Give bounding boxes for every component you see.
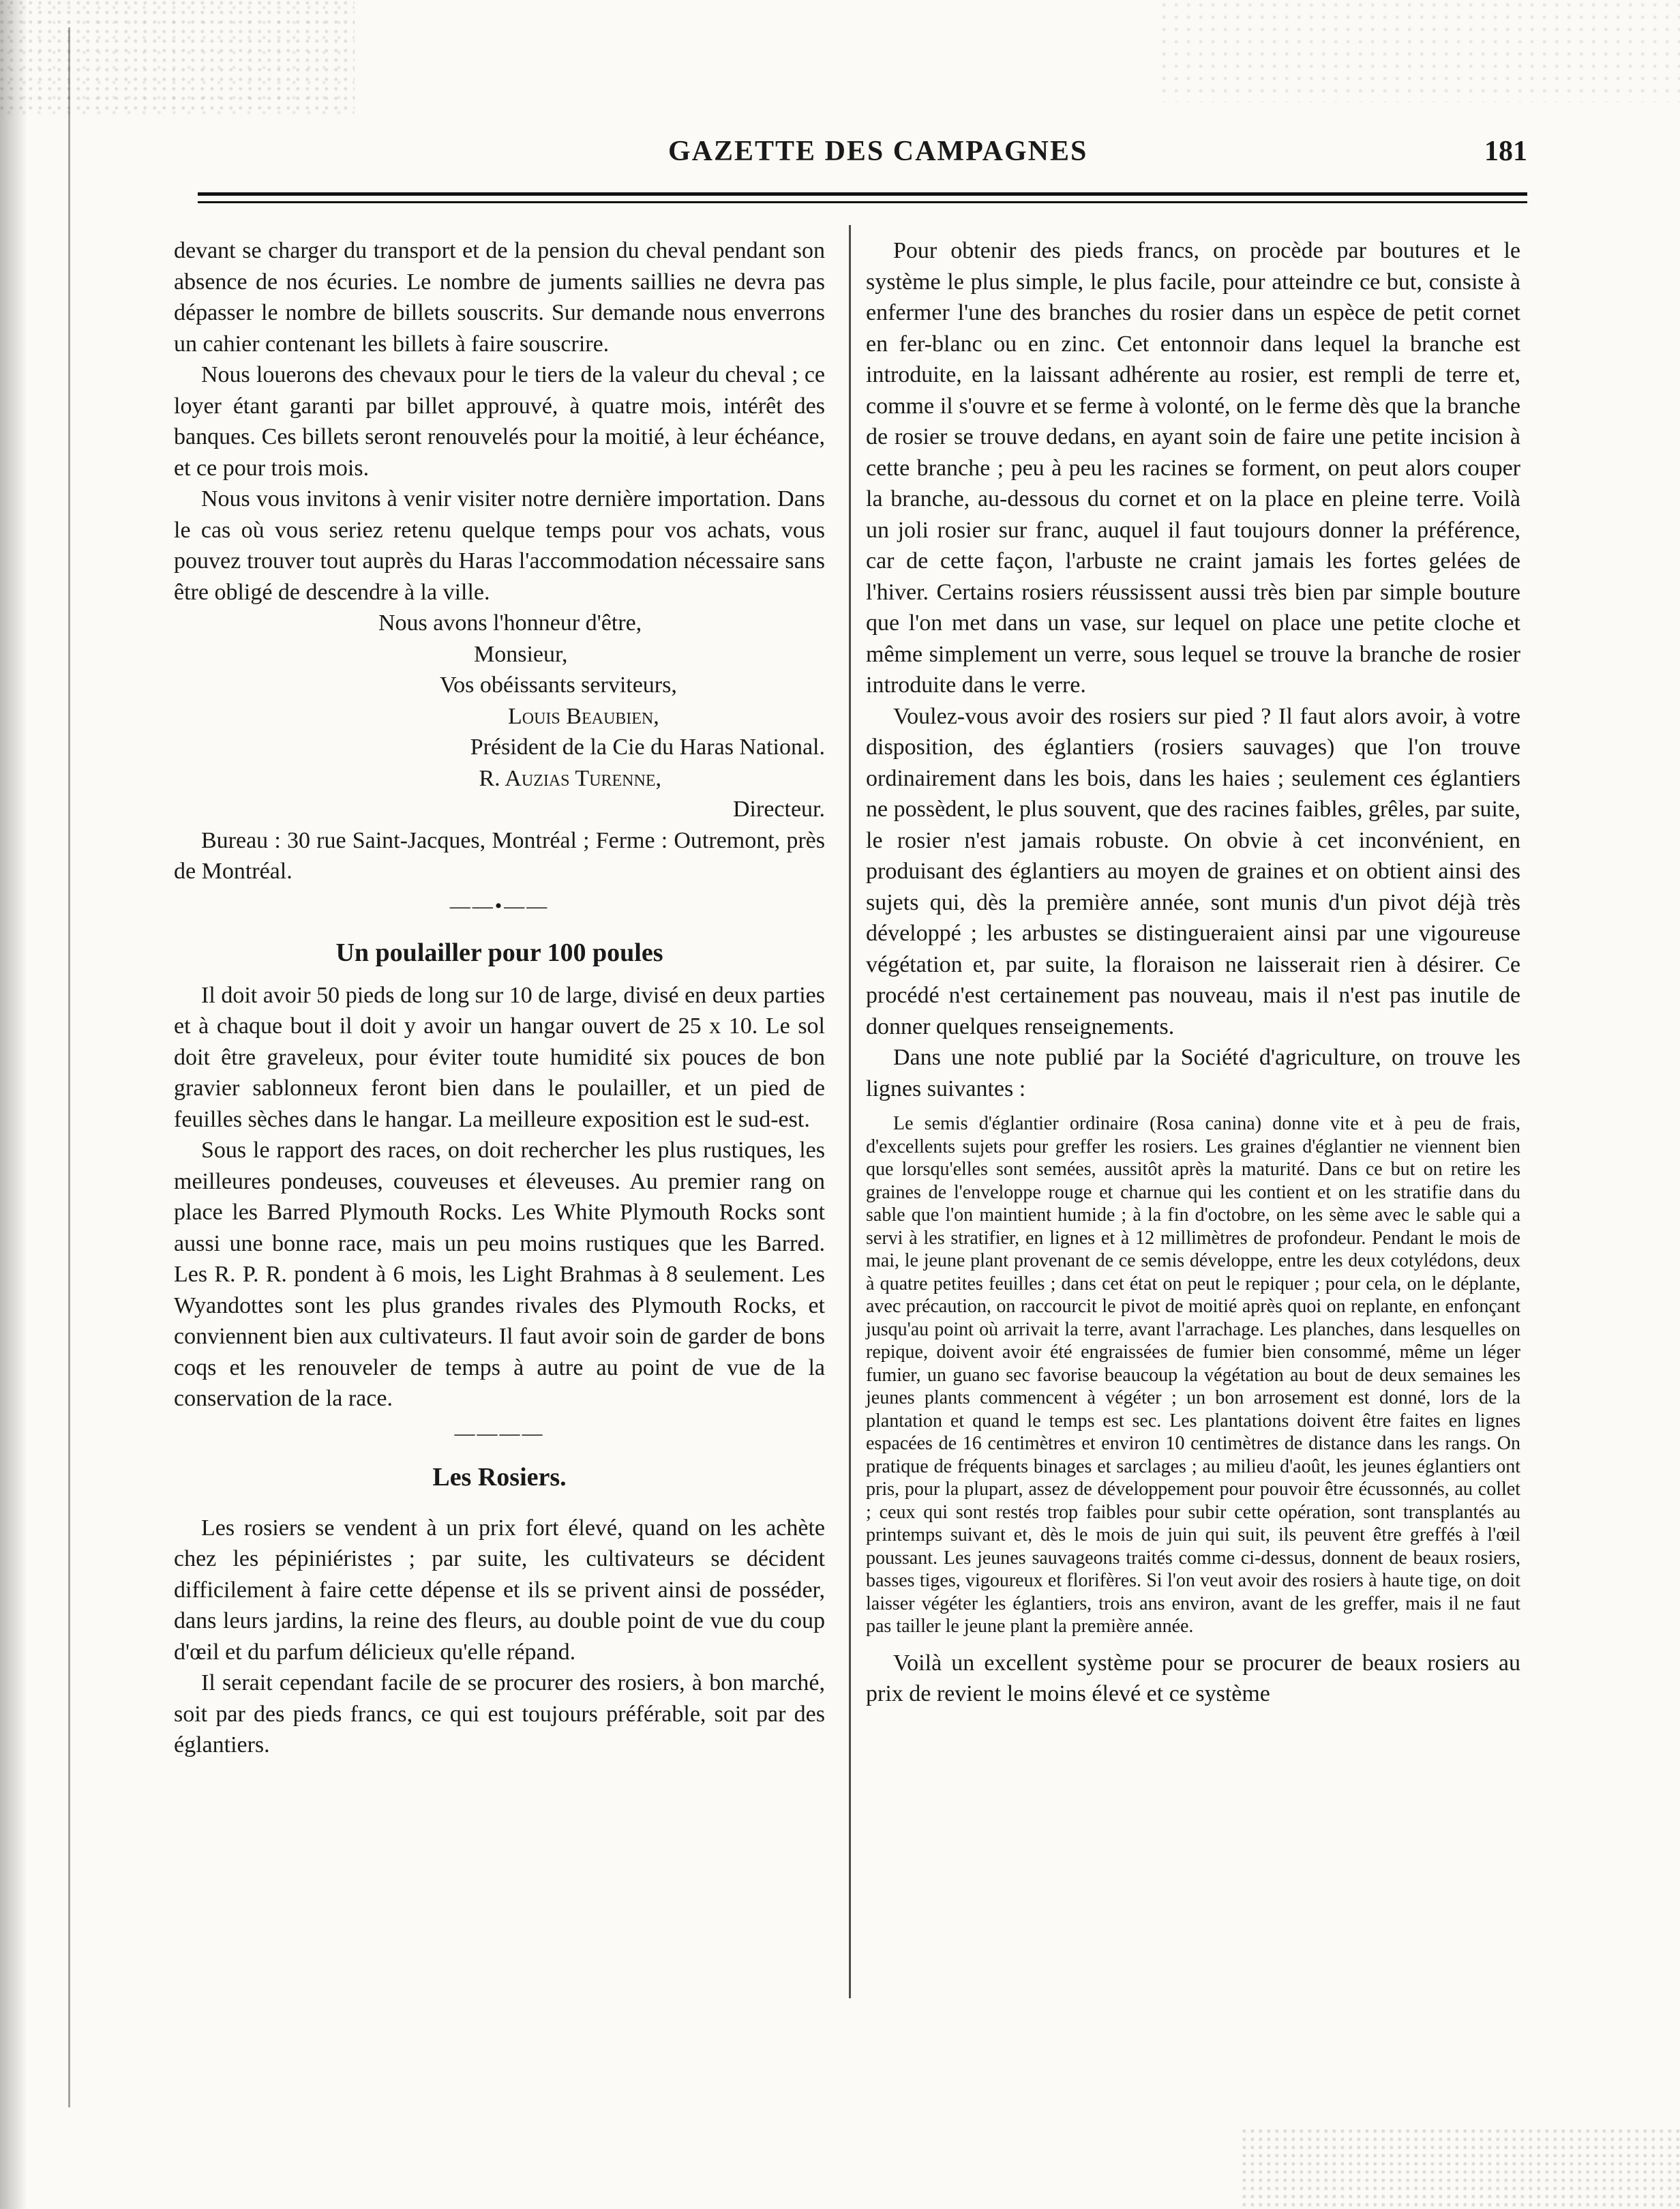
signer-title: Président de la Cie du Haras National.: [470, 735, 825, 760]
left-column: [174, 235, 825, 1761]
binding-line: [68, 27, 70, 2107]
journal-title: GAZETTE DES CAMPAGNES: [668, 136, 1088, 167]
quoted-note: Le semis d'églantier ordinaire (Rosa canina) donne vite et à peu de frais, d'excellents sujets pour greffer les rosiers. Les graines d'églantier ne viennent bien que lorsqu'elles sont semées, aussitôt après la maturité. Dans ce but on retire les graines de l'enveloppe rouge et charnue qui les contient et on les stratifie dans du sable que l'on maintient humide ; à la fin d'octobre, on les sème avec le sable qui a servi à les stratifier, en lignes et à 12 millimètres de profondeur. Pendant le mois de mai, le jeune plant provenant de ce semis développe, entre les deux cotylédons, deux à quatre petites feuilles ; dans cet état on peut le repiquer ; pour cela, on le déplante, avec précaution, on raccourcit le pivot de moitié après quoi on replante, en enfonçant jusqu'au point où arrivait la terre, avant l'arrachage. Les planches, dans lesquelles on repique, doivent avoir été engraissées de fumier bien consommé, même un léger fumier, un guano sec favorise beaucoup la végétation au bout de deux semaines les jeunes plants commencent à végéter ; un bon arrosement est donné, lors de la plantation et quand le temps est sec. Les plantations doivent être faites en lignes espacées de 16 centimètres et environ 10 centimètres de distance dans les rangs. On pratique de fréquents binages et sarclages ; au milieu d'août, les jeunes églantiers ont pris, pour la plupart, assez de développement pour pouvoir être écussonnés, au collet ; ceux qui sont restés trop faibles pour subir cette opération, sont transplantés au printemps suivant et, dès le mois de juin qui suit, ils peuvent être greffés à l'œil poussant. Les jeunes sauvageons traités comme ci-dessus, donnent de beaux rosiers, basses tiges, vigoureux et florifères. Si l'on veut avoir des rosiers à haute tige, on doit laisser végéter les églantiers, trois ans environ, avant de les greffer, mais il ne faut pas tailler le jeune plant la première année.: [866, 1113, 1520, 1637]
letter-closing: Nous avons l'honneur d'être,: [378, 610, 642, 636]
column-divider: [849, 225, 851, 1998]
paragraph: Les rosiers se vendent à un prix fort élevé, quand on les achète chez les pépiniéristes ; par suite, les cultivateurs se décident difficilement à faire cette dépense et ils se privent ainsi de posséder, dans leurs jardins, la reine des fleurs, au double point de vue du coup d'œil et du parfum délicieux qu'elle répand.: [174, 1515, 825, 1665]
ornament-divider: ——•——: [449, 894, 550, 917]
scan-noise-top-left: [0, 0, 355, 116]
scan-noise-bottom-right: [1241, 2128, 1680, 2209]
section-title: Un poulailler pour 100 poules: [335, 938, 663, 967]
header-double-rule: [198, 192, 1527, 203]
scan-noise-top-right: [1159, 0, 1680, 102]
page-edge-shadow: [0, 0, 27, 2209]
section-title: Les Rosiers.: [432, 1462, 567, 1492]
paragraph: Voulez-vous avoir des rosiers sur pied ? Il faut alors avoir, à votre disposition, des églantiers (rosiers sauvages) que l'on trouve ordinairement dans les bois, dans les haies ; seulement ces églantiers ne possèdent, le plus souvent, que des racines faibles, grêles, par suite, le rosier n'est jamais robuste. On obvie à cet inconvénient, en produisant des églantiers au moyen de graines et on obtient ainsi des sujets qui, dès la première année, sont munis d'un pivot déjà très développé ; les arbustes se distingueraient ainsi par une vigoureuse végétation et, par suite, la floraison ne laisserait rien à désirer. Ce procédé n'est certainement pas nouveau, mais il n'est pas inutile de donner quelques renseignements.: [866, 703, 1520, 1039]
address-line: Bureau : 30 rue Saint-Jacques, Montréal ; Ferme : Outremont, près de Montréal.: [174, 827, 825, 884]
signer-name: Louis Beaubien,: [508, 703, 659, 729]
letter-salutation: Monsieur,: [474, 641, 568, 667]
paragraph: devant se charger du transport et de la pension du cheval pendant son absence de nos écuries. Le nombre de juments saillies ne devra pas dépasser le nombre de billets souscrits. Sur demande nous enverrons un cahier contenant les billets à faire souscrire.: [174, 238, 825, 357]
rule-divider: ————: [454, 1421, 545, 1444]
paragraph: Nous vous invitons à venir visiter notre dernière importation. Dans le cas où vous seriez retenu quelque temps pour vos achats, vous pouvez trouver tout auprès du Haras l'accommodation nécessaire sans être obligé de descendre à la ville.: [174, 486, 825, 605]
paragraph: Il doit avoir 50 pieds de long sur 10 de large, divisé en deux parties et à chaque bout il doit y avoir un hangar ouvert de 25 x 10. Le sol doit être graveleux, pour éviter toute humidité six pouces de bon gravier sablonneux feront bien dans le poulailler, et un pied de feuilles sèches dans le hangar. La meilleure exposition est le sud-est.: [174, 982, 825, 1132]
paragraph: Nous louerons des chevaux pour le tiers de la valeur du cheval ; ce loyer étant garanti par billet approuvé, à quatre mois, intérêt des banques. Ces billets seront renouvelés pour la moitié, à leur échéance, et ce pour trois mois.: [174, 362, 825, 481]
signer-name: R. Auzias Turenne,: [479, 765, 661, 791]
page-number: 181: [1484, 136, 1527, 167]
paragraph: Dans une note publié par la Société d'agriculture, on trouve les lignes suivantes :: [866, 1045, 1520, 1101]
paragraph: Voilà un excellent système pour se procurer de beaux rosiers au prix de revient le moins élevé et ce système: [866, 1650, 1520, 1706]
paragraph: Il serait cependant facile de se procurer des rosiers, à bon marché, soit par des pieds francs, ce qui est toujours préférable, soit par des églantiers.: [174, 1670, 825, 1758]
running-head: [198, 135, 1527, 183]
paragraph: Pour obtenir des pieds francs, on procède par boutures et le système le plus simple, le plus facile, pour atteindre ce but, consiste à enfermer l'une des branches du rosier dans un espèce de petit cornet en fer-blanc ou en zinc. Cet entonnoir dans lequel la branche est introduite, en la laissant adhérente au rosier, est rempli de terre et, comme il s'ouvre et se ferme à volonté, on le ferme dès que la branche de rosier se trouve dedans, en ayant soin de faire une petite incision à cette branche ; peu à peu les racines se forment, on peut alors couper la branche, au-dessous du cornet et on la place en pleine terre. Voilà un joli rosier sur franc, auquel il faut toujours donner la préférence, car de cette façon, l'arbuste ne craint jamais les fortes gelées de l'hiver. Certains rosiers réussissent aussi très bien par simple bouture que l'on met dans un vase, sur lequel on place une petite cloche et même simplement un verre, sous lequel se trouve la branche de rosier introduite dans le verre.: [866, 238, 1520, 698]
paragraph: Sous le rapport des races, on doit rechercher les plus rustiques, les meilleures pondeuses, couveuses et éleveuses. Au premier rang on place les Barred Plymouth Rocks. Les White Plymouth Rocks sont aussi une bonne race, mais un peu moins rustiques que les Barred. Les R. P. R. pondent à 6 mois, les Light Brahmas à 8 seulement. Les Wyandottes sont les plus grandes rivales des Plymouth Rocks, et conviennent bien aux cultivateurs. Il faut avoir soin de garder de bons coqs et les renouveler de temps à autre au point de vue de la conservation de la race.: [174, 1138, 825, 1411]
signer-title: Directeur.: [733, 797, 825, 822]
letter-servants: Vos obéissants serviteurs,: [440, 672, 677, 698]
right-column: [866, 235, 1520, 1710]
